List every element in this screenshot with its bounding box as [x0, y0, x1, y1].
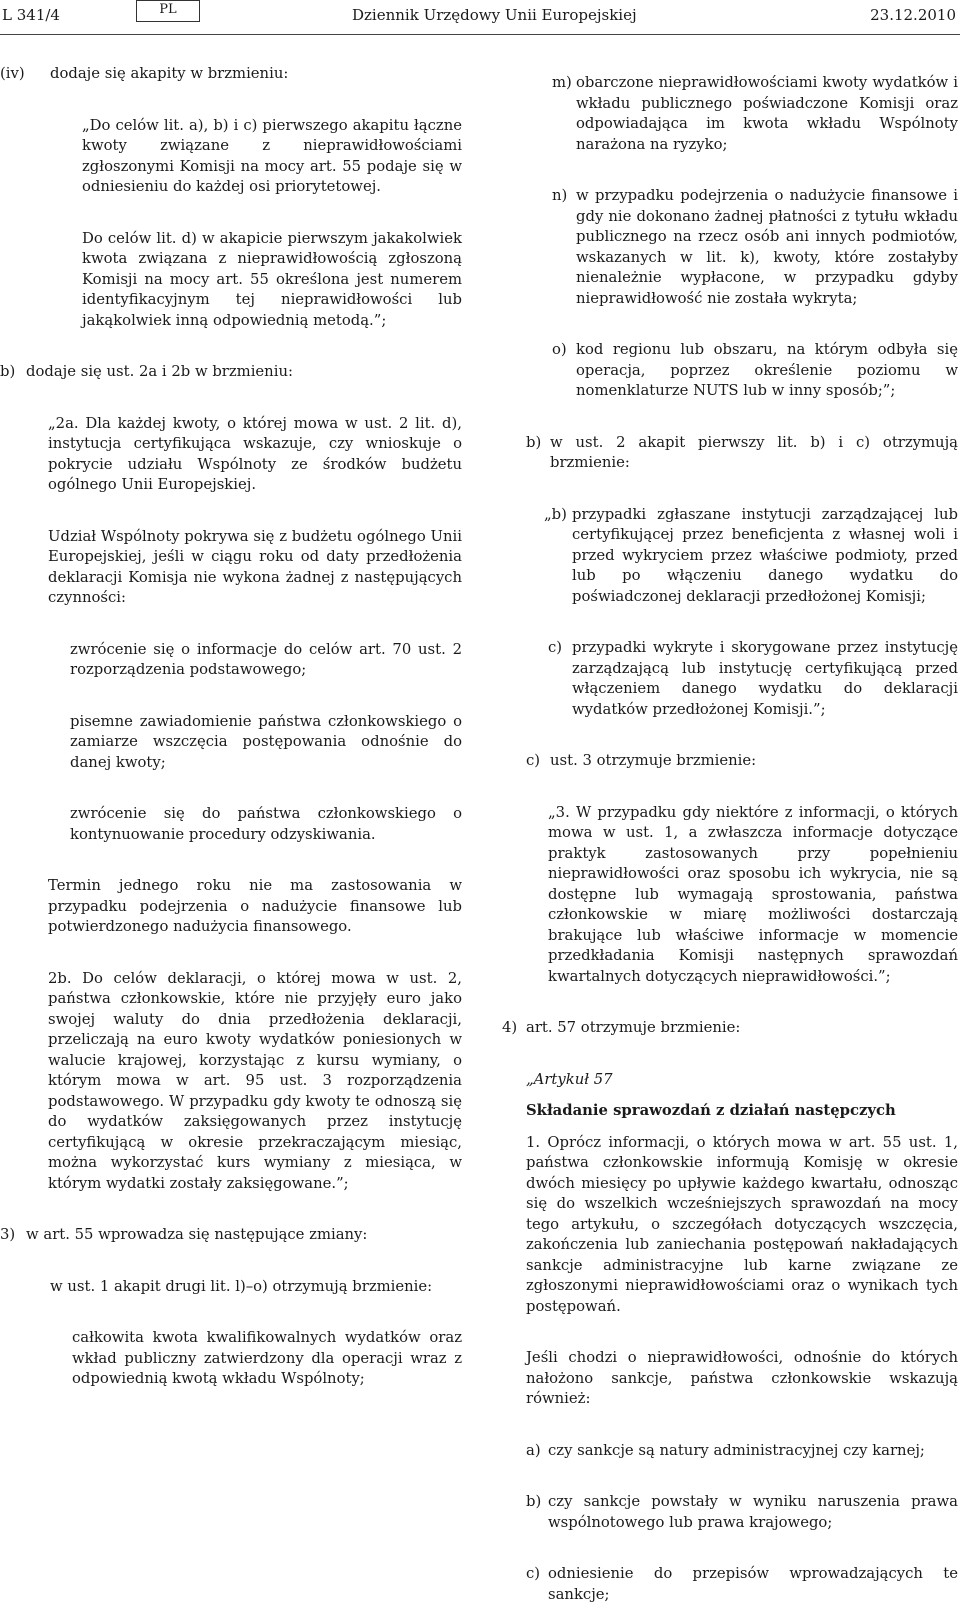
list-item	[492, 1564, 958, 1605]
item-label: b)	[526, 1493, 542, 1510]
paragraph-2b: 2b. Do celów deklaracji, o której mowa w ust. 2, państwa członkowskie, które nie przyjęły euro jako swojej waluty do dnia przedłożenia deklaracji, przeliczają na euro kwoty wydatków poniesionych w walucie krajowej, korzystając z kursu wymiany, o którym mowa w art. 95 ust. 3 rozporządzenia podstawowego. W przypadku gdy kwoty te odnoszą się do wydatków zaksięgowanych przez instytucję certyfikującą w okresie przekraczającym miesiąc, można wykorzystać kurs wymiany z miesiąca, w którym wydatki zostały zaksięgowane.”;	[48, 969, 462, 1192]
item-text: ust. 3 otrzymuje brzmienie:	[550, 752, 757, 769]
list-item	[0, 804, 462, 845]
list-item	[492, 186, 958, 309]
list-item	[0, 1328, 462, 1390]
paragraph: Jeśli chodzi o nieprawidłowości, odnośnie do których nałożono sankcje, państwa członkowskie wskazują również:	[526, 1349, 958, 1407]
quoted-paragraph: Do celów lit. d) w akapicie pierwszym jakakolwiek kwota związana z nieprawidłowością zgłoszoną Komisji na mocy art. 55 określona jest numerem identyfikacyjnym tej nieprawidłowości lub jakąkolwiek inną odpowiednią metodą.”;	[82, 229, 462, 329]
list-item	[492, 1018, 958, 1039]
item-text: zwrócenie się do państwa członkowskiego o kontynuowanie procedury odzyskiwania.	[70, 805, 462, 843]
item-label: b)	[526, 433, 542, 451]
item-label: (iv)	[0, 65, 25, 82]
item-text: pisemne zawiadomienie państwa członkowskiego o zamiarze wszczęcia postępowania odnośnie do danej kwoty;	[70, 712, 462, 771]
list-item	[0, 712, 462, 774]
item-text: w ust. 2 akapit pierwszy lit. b) i c) otrzymują brzmienie:	[550, 433, 958, 471]
article-heading: Składanie sprawozdań z działań następczych	[526, 1102, 896, 1119]
item-text: przypadki wykryte i skorygowane przez instytucję zarządzającą lub instytucję certyfikującą przed włączeniem danego wydatku do deklaracji wydatków przedłożonej Komisji.”;	[572, 639, 958, 718]
item-label: „b)	[544, 505, 567, 523]
item-text: czy sankcje są natury administracyjnej czy karnej;	[548, 1441, 925, 1459]
item-label: c)	[526, 752, 541, 769]
language-badge: PL	[136, 0, 200, 22]
item-text: kod regionu lub obszaru, na którym odbyła się operacja, poprzez określenie poziomu w nomenklaturze NUTS lub w inny sposób;”;	[576, 341, 958, 399]
item-text: przypadki zgłaszane instytucji zarządzającej lub certyfikującej przez beneficjenta z własnej woli i przed wykryciem przez właściwe podmioty, przed lub po włączeniu danego wydatku do poświadczonej deklaracji przedłożonej Komisji;	[572, 505, 958, 605]
page-header	[0, 0, 960, 34]
page-number: L 341/4	[2, 6, 60, 24]
journal-title: Dziennik Urzędowy Unii Europejskiej	[352, 6, 637, 24]
list-item	[492, 340, 958, 402]
item-text: czy sankcje powstały w wyniku naruszenia prawa wspólnotowego lub prawa krajowego;	[548, 1493, 958, 1531]
item-label: b)	[0, 363, 16, 380]
item-text: w przypadku podejrzenia o nadużycie finansowe i gdy nie dokonano żadnej płatności z tytułu wkładu publicznego na rzecz osób ani innych podmiotów, wskazanych w lit. k), kwoty, które zostałyby nienależnie wypłacone, w przypadku gdyby nieprawidłowość nie została wykryta;	[576, 187, 958, 307]
list-item	[492, 505, 958, 608]
item-label: 4)	[502, 1019, 518, 1036]
item-text: art. 57 otrzymuje brzmienie:	[526, 1019, 741, 1036]
item-label: c)	[548, 639, 563, 656]
article-title: „Artykuł 57	[526, 1070, 613, 1088]
item-label: 3)	[0, 1226, 16, 1243]
item-text: zwrócenie się o informacje do celów art. 70 ust. 2 rozporządzenia podstawowego;	[70, 640, 462, 678]
list-item	[0, 362, 462, 383]
list-item	[0, 1277, 462, 1298]
publication-date: 23.12.2010	[870, 6, 956, 24]
item-label: n)	[552, 187, 568, 204]
item-text: dodaje się akapity w brzmieniu:	[50, 65, 289, 82]
list-item	[492, 73, 958, 155]
quoted-paragraph: „Do celów lit. a), b) i c) pierwszego akapitu łączne kwoty związane z nieprawidłowościami zgłoszonymi Komisji na mocy art. 55 podaje się w odniesieniu do każdej osi priorytetowej.	[82, 116, 462, 195]
list-item	[492, 433, 958, 474]
list-item	[492, 638, 958, 720]
item-text: dodaje się ust. 2a i 2b w brzmieniu:	[26, 363, 293, 380]
left-column	[0, 60, 462, 1390]
item-text: w art. 55 wprowadza się następujące zmiany:	[26, 1226, 368, 1243]
list-item	[492, 1441, 958, 1462]
paragraph-1: 1. Oprócz informacji, o których mowa w art. 55 ust. 1, państwa członkowskie informują Komisję w okresie dwóch miesięcy po upływie każdego kwartału, odnosząc się do wszelkich wcześniejszych sprawozdań na mocy tego artykułu, o szczegółach dotyczących wszczęcia, zakończenia lub zaniechania postępowań nakładających sankcje administracyjne lub karne związane ze zgłoszonymi nieprawidłowościami oraz o wynikach tych postępowań.	[526, 1133, 958, 1315]
paragraph-2a: „2a. Dla każdej kwoty, o której mowa w ust. 2 lit. d), instytucja certyfikująca wskazuje, czy wnioskuje o pokrycie udziału Wspólnoty ze środków budżetu ogólnego Unii Europejskiej.	[48, 414, 462, 493]
item-text: odniesienie do przepisów wprowadzających te sankcje;	[548, 1565, 958, 1603]
list-item	[492, 751, 958, 772]
paragraph-3: „3. W przypadku gdy niektóre z informacji, o których mowa w ust. 1, a zwłaszcza informacje dotyczące praktyk zastosowanych przy popełnieniu nieprawidłowości oraz sposobu ich wykrycia, nie są dostępne lub wymagają sprostowania, państwa członkowskie w miarę możliwości dostarczają brakujące lub właściwe informacje w momencie przedkładania Komisji następnych sprawozdań kwartalnych dotyczących nieprawidłowości.”;	[548, 803, 958, 985]
item-label: c)	[526, 1565, 541, 1582]
paragraph: Termin jednego roku nie ma zastosowania w przypadku podejrzenia o nadużycie finansowe lub potwierdzonego nadużycia finansowego.	[48, 877, 462, 935]
item-label: a)	[526, 1441, 541, 1459]
item-text: całkowita kwota kwalifikowalnych wydatków oraz wkład publiczny zatwierdzony dla operacji wraz z odpowiednią kwotą wkładu Wspólnoty;	[72, 1329, 462, 1387]
list-item	[0, 1225, 462, 1246]
item-text: w ust. 1 akapit drugi lit. l)–o) otrzymują brzmienie:	[50, 1277, 433, 1295]
list-item	[0, 640, 462, 681]
item-text: obarczone nieprawidłowościami kwoty wydatków i wkładu publicznego poświadczone Komisji oraz odpowiadająca im kwota wkładu Wspólnoty narażona na ryzyko;	[576, 74, 958, 153]
right-column	[492, 60, 958, 1605]
list-item	[0, 64, 462, 85]
paragraph: Udział Wspólnoty pokrywa się z budżetu ogólnego Unii Europejskiej, jeśli w ciągu roku od daty przedłożenia deklaracji Komisja nie wykona żadnej z następujących czynności:	[48, 527, 462, 606]
item-label: o)	[552, 341, 567, 358]
item-label: m)	[552, 74, 572, 91]
list-item	[492, 1492, 958, 1533]
